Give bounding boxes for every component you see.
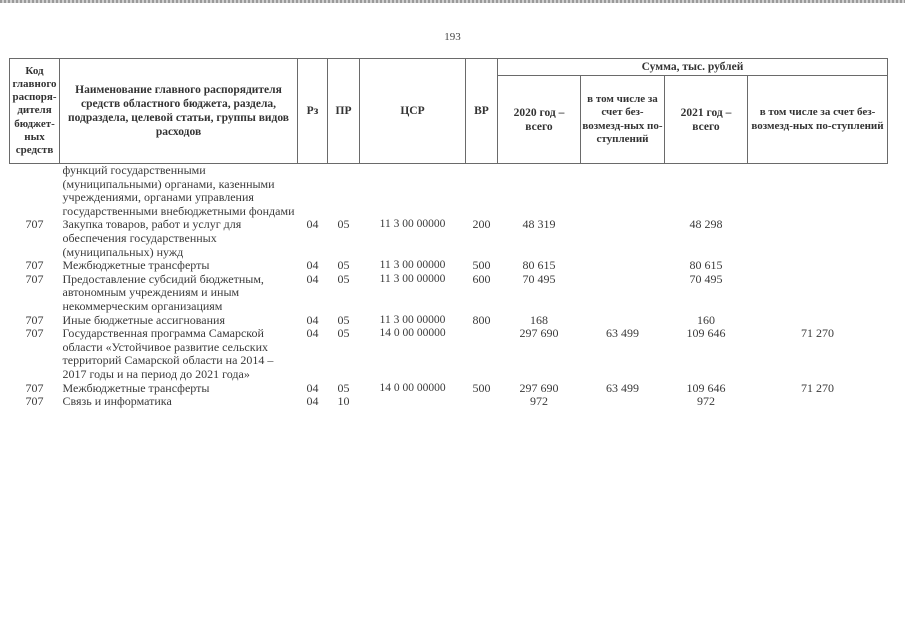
cell-rz: 04 bbox=[306, 380, 319, 395]
cell-2020-total bbox=[498, 164, 581, 219]
table-row bbox=[10, 327, 888, 381]
cell-2020-grants: 63 499 bbox=[606, 326, 639, 341]
cell-vr: 200 bbox=[472, 217, 491, 232]
cell-csr: 11 3 00 00000 bbox=[379, 272, 446, 285]
cell-2020-grants bbox=[581, 395, 665, 409]
cell-vr bbox=[466, 395, 498, 409]
budget-table bbox=[9, 58, 888, 409]
header-csr: ЦСР bbox=[360, 59, 466, 164]
cell-name: Иные бюджетные ассигнования bbox=[62, 312, 225, 327]
table-row bbox=[10, 395, 888, 409]
cell-name: функций государственными (муниципальными) органами, казенными учреждениями, органами управления государственными внебюджетными фондами bbox=[62, 163, 295, 218]
cell-name: Предоставление субсидий бюджетным, автономным учреждениям и иным некоммерческим организациям bbox=[62, 271, 264, 313]
table-row bbox=[10, 314, 888, 328]
page-number: 193 bbox=[444, 31, 461, 43]
cell-2021-grants bbox=[748, 273, 888, 314]
cell-vr: 600 bbox=[472, 271, 491, 286]
cell-2021-grants bbox=[748, 395, 888, 409]
cell-pr: 05 bbox=[337, 217, 350, 232]
cell-2020-grants bbox=[581, 314, 665, 328]
cell-name: Межбюджетные трансферты bbox=[62, 380, 210, 395]
cell-2021-grants bbox=[748, 259, 888, 273]
cell-rz: 04 bbox=[306, 258, 319, 273]
cell-code bbox=[10, 164, 60, 219]
cell-2020-grants bbox=[581, 164, 665, 219]
cell-csr bbox=[360, 164, 466, 219]
cell-code: 707 bbox=[25, 258, 44, 273]
cell-2020-grants bbox=[581, 259, 665, 273]
cell-2020-grants bbox=[581, 218, 665, 259]
cell-code: 707 bbox=[25, 271, 44, 286]
cell-vr: 800 bbox=[472, 312, 491, 327]
cell-2021-total: 109 646 bbox=[686, 326, 726, 341]
header-pr: ПР bbox=[328, 59, 360, 164]
cell-2020-total: 297 690 bbox=[519, 380, 559, 395]
cell-csr: 14 0 00 00000 bbox=[379, 381, 446, 394]
cell-2020-grants: 63 499 bbox=[606, 380, 639, 395]
table-row bbox=[10, 273, 888, 314]
cell-csr: 11 3 00 00000 bbox=[379, 313, 446, 326]
budget-table-sheet bbox=[9, 58, 887, 409]
cell-code: 707 bbox=[25, 394, 44, 409]
cell-rz: 04 bbox=[306, 271, 319, 286]
cell-code: 707 bbox=[25, 380, 44, 395]
cell-rz bbox=[298, 164, 328, 219]
cell-2020-total: 70 495 bbox=[522, 271, 556, 286]
cell-2021-total: 48 298 bbox=[689, 217, 723, 232]
header-2021-total: 2021 год – всего bbox=[665, 76, 748, 164]
cell-2021-total: 972 bbox=[697, 394, 715, 409]
table-body bbox=[10, 164, 888, 409]
cell-pr: 05 bbox=[337, 312, 350, 327]
table-row bbox=[10, 259, 888, 273]
cell-code: 707 bbox=[25, 326, 44, 341]
cell-csr: 11 3 00 00000 bbox=[379, 259, 446, 272]
cell-pr: 05 bbox=[337, 258, 350, 273]
cell-2020-total: 297 690 bbox=[519, 326, 559, 341]
cell-2021-total bbox=[665, 164, 748, 219]
header-sum-group: Сумма, тыс. рублей bbox=[498, 59, 888, 76]
cell-code: 707 bbox=[25, 217, 44, 232]
cell-2021-total: 160 bbox=[697, 312, 715, 327]
cell-2021-total: 70 495 bbox=[689, 271, 723, 286]
cell-2021-grants bbox=[748, 314, 888, 328]
cell-vr bbox=[466, 164, 498, 219]
cell-vr bbox=[466, 327, 498, 381]
cell-2020-grants bbox=[581, 273, 665, 314]
cell-pr: 05 bbox=[337, 271, 350, 286]
cell-2020-total: 48 319 bbox=[522, 217, 556, 232]
cell-2021-total: 109 646 bbox=[686, 380, 726, 395]
table-header bbox=[10, 59, 888, 164]
cell-csr bbox=[360, 395, 466, 409]
table-row bbox=[10, 164, 888, 219]
cell-pr: 05 bbox=[337, 326, 350, 341]
cell-name: Межбюджетные трансферты bbox=[62, 258, 210, 273]
cell-2020-total: 972 bbox=[530, 394, 548, 409]
cell-code: 707 bbox=[25, 312, 44, 327]
header-rz: Рз bbox=[298, 59, 328, 164]
cell-name: Закупка товаров, работ и услуг для обеспечения государственных (муниципальных) нужд bbox=[62, 217, 242, 259]
cell-2020-total: 80 615 bbox=[522, 258, 556, 273]
cell-pr bbox=[328, 164, 360, 219]
cell-2021-grants: 71 270 bbox=[801, 380, 834, 395]
cell-rz: 04 bbox=[306, 312, 319, 327]
header-2020-grants: в том числе за счет без-возмезд-ных по-ступлений bbox=[581, 76, 665, 164]
cell-name: Государственная программа Самарской области «Устойчивое развитие сельских территорий Самарской области на 2014 – 2017 годы и на период до 2021 года» bbox=[62, 326, 274, 381]
cell-csr: 14 0 00 00000 bbox=[379, 327, 446, 340]
cell-pr: 05 bbox=[337, 380, 350, 395]
cell-name: Связь и информатика bbox=[62, 394, 172, 409]
cell-2021-grants bbox=[748, 218, 888, 259]
cell-rz: 04 bbox=[306, 217, 319, 232]
cell-2020-total: 168 bbox=[530, 312, 548, 327]
header-2020-total: 2020 год – всего bbox=[498, 76, 581, 164]
cell-rz: 04 bbox=[306, 326, 319, 341]
header-code: Код главного распоря-дителя бюджет-ных средств bbox=[10, 59, 60, 164]
cell-csr: 11 3 00 00000 bbox=[379, 218, 446, 231]
cell-pr: 10 bbox=[337, 394, 350, 409]
page-top-edge bbox=[0, 0, 905, 3]
table-row bbox=[10, 382, 888, 396]
cell-vr: 500 bbox=[472, 380, 491, 395]
cell-2021-grants: 71 270 bbox=[801, 326, 834, 341]
header-vr: ВР bbox=[466, 59, 498, 164]
table-row bbox=[10, 218, 888, 259]
header-2021-grants: в том числе за счет без-возмезд-ных по-ступлений bbox=[748, 76, 888, 164]
cell-2021-grants bbox=[748, 164, 888, 219]
cell-rz: 04 bbox=[306, 394, 319, 409]
cell-vr: 500 bbox=[472, 258, 491, 273]
header-name: Наименование главного распорядителя средств областного бюджета, раздела, подраздела, целевой статьи, группы видов расходов bbox=[60, 59, 298, 164]
cell-2021-total: 80 615 bbox=[689, 258, 723, 273]
